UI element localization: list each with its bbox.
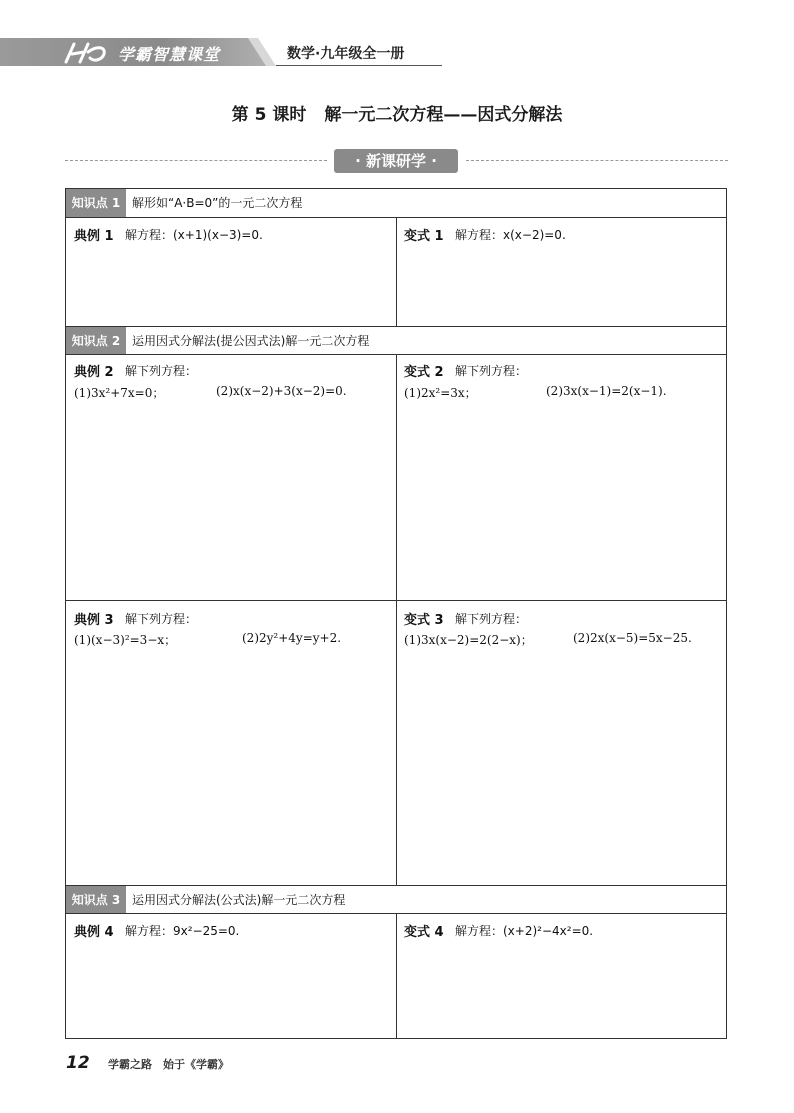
column-divider [396,914,397,1038]
section-badge: · 新课研学 · [334,149,458,173]
example-problem: 解方程：(x+1)(x−3)=0. [125,228,263,242]
variant-label: 变式 3 [404,613,444,628]
variant-label: 变式 2 [404,365,444,380]
variant-problem: 解方程：x(x−2)=0. [455,228,566,242]
knowledge-point-title: 运用因式分解法(公式法)解一元二次方程 [132,893,346,907]
example-item: (2)2y²+4y=y+2. [242,631,342,645]
example-instruction: 解下列方程： [125,612,198,626]
variant-problem: 解方程：(x+2)²−4x²=0. [455,924,594,938]
row-divider [66,600,726,601]
column-divider [396,355,397,885]
brand-name: 学霸智慧课堂 [118,45,221,64]
brand-logo-icon [60,40,112,66]
variant-instruction: 解下列方程： [455,612,528,626]
variant-item: (2)3x(x−1)=2(x−1). [546,384,667,398]
example-label: 典例 2 [74,365,114,380]
variant-label: 变式 1 [404,229,444,244]
knowledge-point-3-header [66,885,726,914]
lesson-number: 第 5 课时 [231,105,307,125]
knowledge-point-2-header [66,326,726,355]
subject-label: 数学·九年级全一册 [287,46,405,62]
page-number: 12 [66,1053,90,1073]
knowledge-point-tag: 知识点 2 [66,327,126,354]
variant-instruction: 解下列方程： [455,364,528,378]
variant-item: (1)3x(x−2)=2(2−x)； [404,633,533,647]
lesson-title [0,100,794,125]
example-label: 典例 4 [74,925,114,940]
knowledge-point-title: 运用因式分解法(提公因式法)解一元二次方程 [132,334,370,348]
dashed-divider-left [65,160,327,161]
example-item: (1)3x²+7x=0； [74,386,165,400]
footer-slogan: 学霸之路 始于《学霸》 [108,1058,229,1071]
variant-label: 变式 4 [404,925,444,940]
example-instruction: 解下列方程： [125,364,198,378]
page-header [0,38,794,68]
dashed-divider-right [466,160,728,161]
header-underline [276,65,442,66]
variant-item: (1)2x²=3x； [404,386,477,400]
column-divider [396,218,397,326]
example-item: (2)x(x−2)+3(x−2)=0. [216,384,347,398]
knowledge-point-tag: 知识点 1 [66,189,126,217]
example-item: (1)(x−3)²=3−x； [74,633,177,647]
example-label: 典例 1 [74,229,114,244]
variant-item: (2)2x(x−5)=5x−25. [573,631,692,645]
lesson-topic: 解一元二次方程——因式分解法 [324,105,563,125]
worksheet-table [65,188,727,1039]
knowledge-point-tag: 知识点 3 [66,886,126,913]
example-problem: 解方程：9x²−25=0. [125,924,240,938]
knowledge-point-1-header [66,189,726,218]
knowledge-point-title: 解形如“A·B=0”的一元二次方程 [132,196,303,210]
example-label: 典例 3 [74,613,114,628]
